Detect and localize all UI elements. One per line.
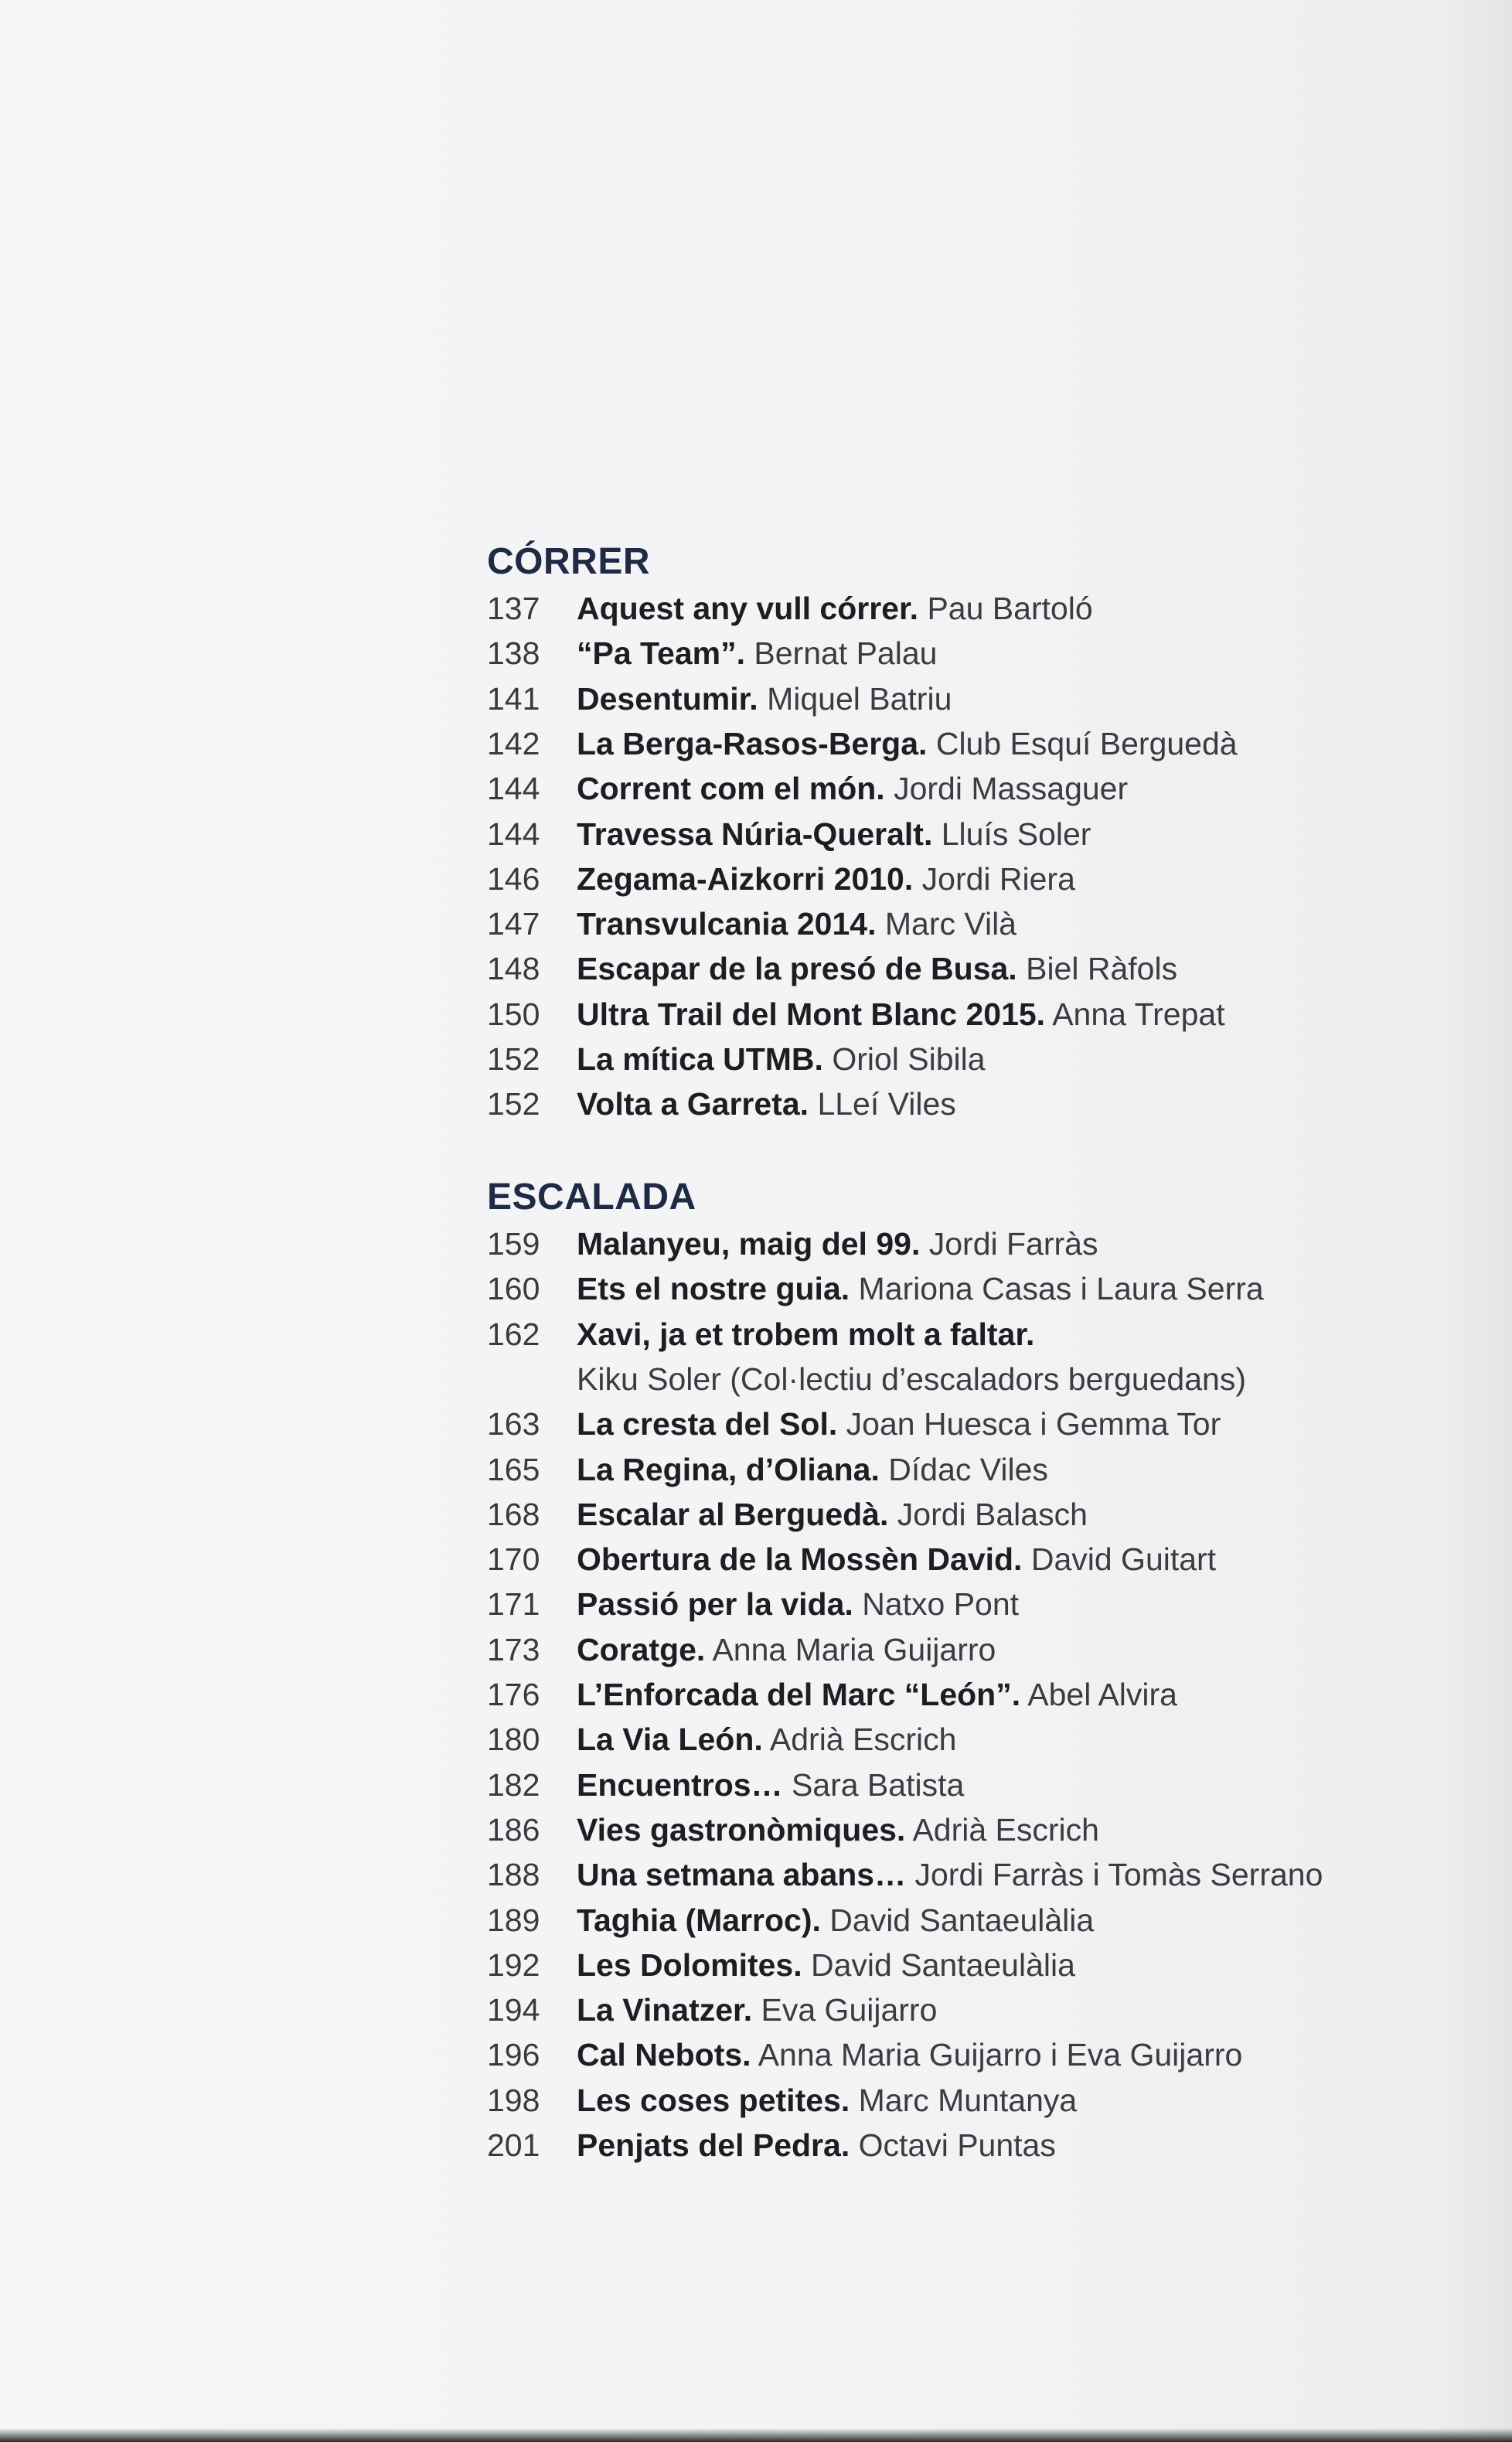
page-number: 138 <box>487 635 540 672</box>
page-number: 160 <box>487 1271 540 1307</box>
entry-title: Ultra Trail del Mont Blanc 2015. <box>577 996 1046 1032</box>
entry-author: Adrià Escrich <box>905 1811 1099 1848</box>
page-number: 159 <box>487 1226 540 1262</box>
entry-author: Marc Muntanya <box>850 2082 1078 2118</box>
entry-title: L’Enforcada del Marc “León”. <box>577 1677 1021 1712</box>
page-number: 176 <box>487 1677 540 1712</box>
entry-text <box>577 2123 1056 2168</box>
page-number: 165 <box>487 1451 540 1487</box>
entry-text <box>577 721 1238 766</box>
page-number: 170 <box>487 1541 540 1578</box>
page-number: 173 <box>487 1631 540 1667</box>
page-number: 147 <box>487 906 540 942</box>
entry-text <box>577 1081 956 1126</box>
entry-title: Passió per la vida. <box>577 1586 853 1623</box>
entry-author: Jordi Balasch <box>888 1496 1088 1532</box>
entry-title: Zegama-Aizkorri 2010. <box>577 860 914 897</box>
page-number: 196 <box>487 2037 540 2073</box>
page-number: 163 <box>487 1406 540 1442</box>
entry-title: Coratge. <box>577 1631 706 1667</box>
entry-text <box>577 1627 996 1672</box>
entry-text <box>577 1898 1094 1943</box>
entry-author: LLeí Viles <box>809 1086 956 1122</box>
entry-text <box>577 1537 1216 1582</box>
entry-author: David Guitart <box>1022 1541 1217 1578</box>
section-heading: ESCALADA <box>487 1177 696 1218</box>
page-number: 192 <box>487 1946 540 1983</box>
page-number: 201 <box>487 2127 540 2163</box>
entry-text <box>577 1943 1075 1987</box>
entry-author: Anna Trepat <box>1045 996 1225 1032</box>
entry-author: Jordi Farràs <box>920 1226 1098 1262</box>
entry-author: Jordi Riera <box>913 860 1075 897</box>
entry-author: Joan Huesca i Gemma Tor <box>837 1406 1221 1442</box>
entry-title: Encuentros… <box>577 1766 783 1803</box>
entry-text <box>577 812 1091 857</box>
entry-author: Jordi Massaguer <box>884 771 1129 807</box>
page-number: 148 <box>487 951 540 987</box>
entry-title: Aquest any vull córrer. <box>577 591 919 626</box>
entry-author: Abel Alvira <box>1020 1677 1177 1712</box>
entry-author: Kiku Soler (Col·lectiu d’escaladors berguedans) <box>577 1361 1246 1397</box>
entry-author: Natxo Pont <box>853 1586 1020 1623</box>
entry-title: Transvulcania 2014. <box>577 906 877 942</box>
page-number: 146 <box>487 860 540 897</box>
entry-author: Dídac Viles <box>879 1451 1048 1487</box>
entry-text <box>577 1582 1019 1626</box>
entry-title: Penjats del Pedra. <box>577 2127 850 2163</box>
page-number: 137 <box>487 591 540 626</box>
page-number: 141 <box>487 680 540 717</box>
entry-title: La Berga-Rasos-Berga. <box>577 725 928 761</box>
entry-title: “Pa Team”. <box>577 635 745 672</box>
entry-text <box>577 2032 1242 2077</box>
entry-text <box>577 1357 1246 1402</box>
entry-author: Anna Maria Guijarro i Eva Guijarro <box>751 2037 1243 2073</box>
entry-text <box>577 2078 1077 2123</box>
entry-text <box>577 631 937 676</box>
entry-text <box>577 857 1075 901</box>
entry-text <box>577 586 1093 631</box>
entry-title: Xavi, ja et trobem molt a faltar. <box>577 1316 1035 1352</box>
entry-title: Malanyeu, maig del 99. <box>577 1226 921 1262</box>
page-number: 142 <box>487 725 540 761</box>
entry-author: Lluís Soler <box>932 816 1091 852</box>
entry-text <box>577 992 1225 1037</box>
page-number: 152 <box>487 1086 540 1122</box>
entry-title: La mítica UTMB. <box>577 1041 823 1077</box>
page-number: 189 <box>487 1902 540 1938</box>
page-number: 152 <box>487 1041 540 1077</box>
page-number: 150 <box>487 996 540 1032</box>
page-number: 194 <box>487 1992 540 2028</box>
page-number: 144 <box>487 771 540 807</box>
page-number: 188 <box>487 1857 540 1893</box>
entry-text <box>577 1266 1264 1311</box>
entry-author: Miquel Batriu <box>758 680 952 717</box>
entry-text <box>577 1492 1088 1537</box>
entry-text <box>577 1763 964 1807</box>
entry-text <box>577 1717 956 1762</box>
entry-text <box>577 676 952 721</box>
entry-author: Marc Vilà <box>876 906 1017 942</box>
entry-text <box>577 901 1017 946</box>
page-number: 171 <box>487 1586 540 1623</box>
entry-title: Una setmana abans… <box>577 1857 907 1893</box>
section-heading: CÓRRER <box>487 541 651 582</box>
entry-author: Bernat Palau <box>745 635 938 672</box>
page-number: 182 <box>487 1766 540 1803</box>
page-edge-shadow <box>0 2428 1512 2442</box>
page-number: 186 <box>487 1811 540 1848</box>
entry-author: David Santaeulàlia <box>802 1946 1075 1983</box>
entry-title: Les Dolomites. <box>577 1946 802 1983</box>
entry-title: Travessa Núria-Queralt. <box>577 816 933 852</box>
entry-title: Desentumir. <box>577 680 758 717</box>
page-number: 168 <box>487 1496 540 1532</box>
entry-author: Octavi Puntas <box>850 2127 1056 2163</box>
entry-text <box>577 1447 1048 1492</box>
entry-text <box>577 1987 937 2032</box>
entry-author: Club Esquí Berguedà <box>927 725 1238 761</box>
entry-title: Escalar al Berguedà. <box>577 1496 889 1532</box>
entry-author: David Santaeulàlia <box>820 1902 1095 1938</box>
entry-title: Les coses petites. <box>577 2082 850 2118</box>
entry-title: La Vinatzer. <box>577 1992 753 2028</box>
entry-author: Adrià Escrich <box>762 1722 957 1758</box>
page-number: 144 <box>487 816 540 852</box>
entry-title: Escapar de la presó de Busa. <box>577 951 1017 987</box>
entry-title: Vies gastronòmiques. <box>577 1811 906 1848</box>
entry-author: Biel Ràfols <box>1017 951 1178 987</box>
entry-text <box>577 766 1128 811</box>
entry-title: Corrent com el món. <box>577 771 885 807</box>
entry-title: Taghia (Marroc). <box>577 1902 821 1938</box>
entry-text <box>577 946 1177 991</box>
entry-text <box>577 1852 1323 1897</box>
entry-title: La Via León. <box>577 1722 763 1758</box>
entry-title: Cal Nebots. <box>577 2037 751 2073</box>
entry-author: Sara Batista <box>782 1766 965 1803</box>
page-number: 162 <box>487 1316 540 1352</box>
entry-title: Ets el nostre guia. <box>577 1271 850 1307</box>
entry-author: Pau Bartoló <box>918 591 1093 626</box>
entry-author: Jordi Farràs i Tomàs Serrano <box>906 1857 1323 1893</box>
entry-title: La cresta del Sol. <box>577 1406 838 1442</box>
entry-author: Eva Guijarro <box>752 1992 938 2028</box>
entry-text <box>577 1672 1177 1717</box>
entry-author: Mariona Casas i Laura Serra <box>850 1271 1264 1307</box>
entry-title: Volta a Garreta. <box>577 1086 809 1122</box>
entry-title: La Regina, d’Oliana. <box>577 1451 880 1487</box>
entry-author: Anna Maria Guijarro <box>705 1631 996 1667</box>
entry-author: Oriol Sibila <box>822 1041 986 1077</box>
entry-text <box>577 1807 1099 1852</box>
page-number: 198 <box>487 2082 540 2118</box>
page-number: 180 <box>487 1722 540 1758</box>
entry-text <box>577 1037 986 1081</box>
entry-text <box>577 1402 1221 1446</box>
entry-title: Obertura de la Mossèn David. <box>577 1541 1023 1578</box>
entry-text <box>577 1312 1034 1357</box>
entry-text <box>577 1221 1098 1266</box>
